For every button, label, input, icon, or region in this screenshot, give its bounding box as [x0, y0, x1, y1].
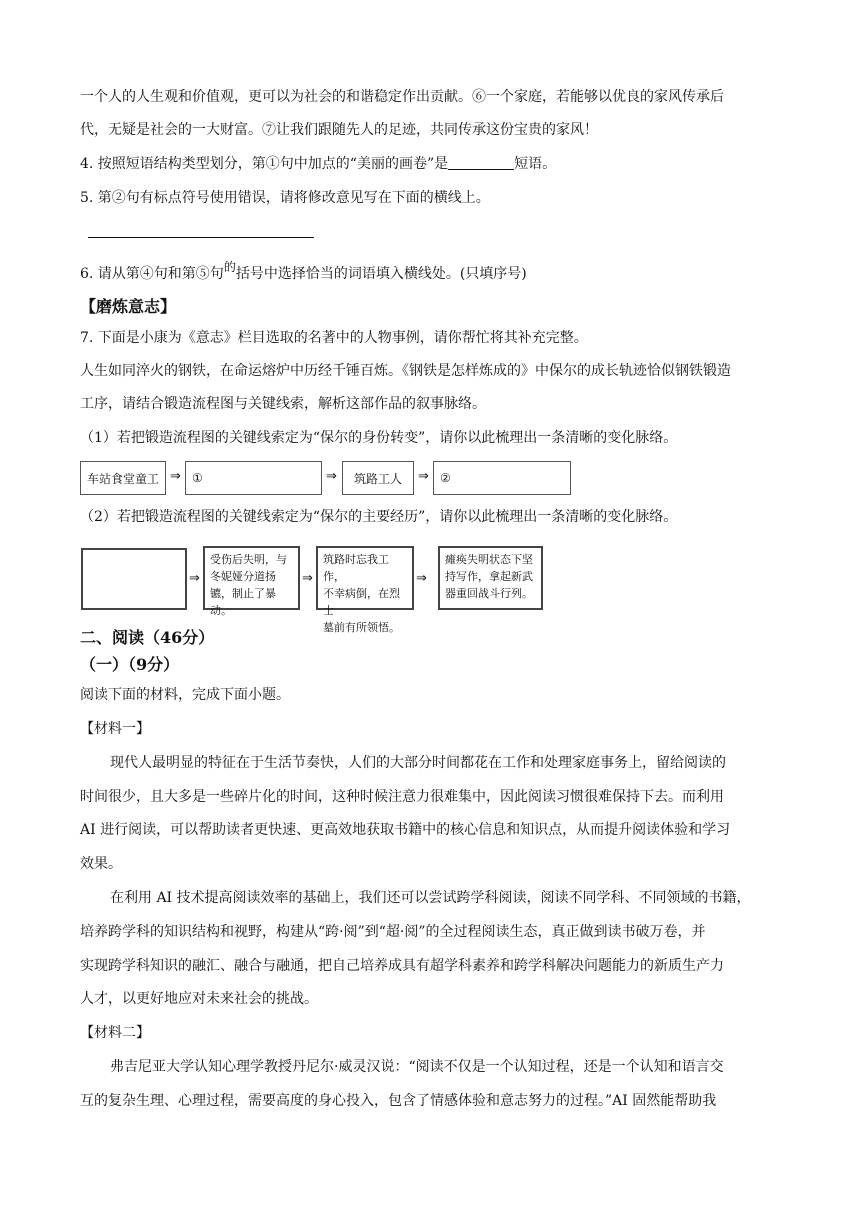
text-line: 一个人的人生观和价值观，更可以为社会的和谐稳定作出贡献。⑥一个家庭，若能够以优良的家风传承后	[80, 89, 724, 105]
question-6-text: 6. 请从第④句和第⑤句	[80, 266, 224, 282]
question-5: 5. 第②句有标点符号使用错误，请将修改意见写在下面的横线上。	[80, 190, 490, 206]
question-6-note: 的	[223, 260, 236, 274]
section-title: 二、阅读（46分）	[80, 628, 215, 647]
flow-text: 受伤后失明，与	[210, 553, 287, 566]
text-line: 代，无疑是社会的一大财富。⑦让我们跟随先人的足迹，共同传承这份宝贵的家风！	[80, 122, 598, 138]
flow1-box-start: 车站食堂童工	[80, 461, 166, 495]
flow-text: 筑路时忘我工作，	[323, 553, 389, 583]
question-4-suffix: 短语。	[514, 156, 557, 172]
text-line: AI 进行阅读，可以帮助读者更快速、更高效地获取书籍中的核心信息和知识点，从而提升阅读体验和学习	[80, 822, 731, 838]
text-line: 人生如同淬火的钢铁，在命运熔炉中历经千锤百炼。《钢铁是怎样炼成的》中保尔的成长轨迹恰似钢铁锻造	[80, 363, 731, 379]
subsection-title: （一）（9分）	[80, 655, 180, 674]
sub-question-2: （2）若把锻造流程图的关键线索定为“保尔的主要经历”，请你以此梳理出一条清晰的变化脉络。	[80, 509, 678, 525]
question-4-text: 4. 按照短语结构类型划分，第①句中加点的“美丽的画卷”是	[80, 156, 449, 172]
flow-arrow: ⇒	[416, 571, 427, 586]
text-line: 效果。	[80, 856, 122, 872]
question-4	[80, 154, 556, 174]
text-line: 工序，请结合锻造流程图与关键线索，解析这部作品的叙事脉络。	[80, 396, 486, 412]
flow-text: 不幸病倒，在烈士	[323, 587, 400, 617]
flow-arrow: ⇒	[170, 469, 181, 484]
material-label: 【材料一】	[80, 721, 150, 737]
flow1-box-blank-2: ②	[433, 461, 571, 495]
flow2-box-blank	[81, 548, 187, 610]
question-7: 7. 下面是小康为《意志》栏目选取的名著中的人物事例，请你帮忙将其补充完整。	[80, 330, 588, 346]
flow1-box-blank-1: ①	[185, 461, 322, 495]
flow2-box-injury	[203, 546, 300, 617]
flow-arrow: ⇒	[326, 469, 337, 484]
text-line: 互的复杂生理、心理过程，需要高度的身心投入，包含了情感体验和意志努力的过程。”AI 固然能帮助我	[80, 1093, 717, 1109]
flow-arrow: ⇒	[189, 571, 200, 586]
flow-text: 冬妮娅分道扬	[210, 570, 276, 583]
flow-text: 器重回战斗行列。	[445, 587, 533, 600]
text-line: 在利用 AI 技术提高阅读效率的基础上，我们还可以尝试跨学科阅读，阅读不同学科、不同领域的书籍，	[110, 890, 751, 906]
flow-text: 瘫痪失明状态下坚	[445, 553, 533, 566]
flow1-box-worker: 筑路工人	[342, 461, 414, 495]
section-heading: 【磨炼意志】	[80, 297, 177, 316]
flow2-box-writing	[438, 546, 543, 610]
question-6	[80, 260, 527, 284]
answer-blank	[448, 155, 514, 170]
flow-arrow: ⇒	[302, 571, 313, 586]
text-line: 弗吉尼亚大学认知心理学教授丹尼尔·威灵汉说：“阅读不仅是一个认知过程，还是一个认知和语言交	[110, 1059, 724, 1075]
flow-text: 墓前有所领悟。	[323, 621, 400, 634]
flow-arrow: ⇒	[418, 469, 429, 484]
text-line: 人才，以更好地应对未来社会的挑战。	[80, 991, 318, 1007]
text-line: 时间很少，且大多是一些碎片化的时间，这种时候注意力很难集中，因此阅读习惯很难保持下去。而利用	[80, 789, 724, 805]
answer-line	[88, 237, 314, 238]
flow-text: 持写作，拿起新武	[445, 570, 533, 583]
text-line: 实现跨学科知识的融汇、融合与融通，把自己培养成具有超学科素养和跨学科解决问题能力的新质生产力	[80, 958, 724, 974]
sub-question-1: （1）若把锻造流程图的关键线索定为“保尔的身份转变”，请你以此梳理出一条清晰的变化脉络。	[80, 430, 678, 446]
material-label: 【材料二】	[80, 1025, 150, 1041]
instruction: 阅读下面的材料，完成下面小题。	[80, 687, 290, 703]
text-line: 现代人最明显的特征在于生活节奏快，人们的大部分时间都花在工作和处理家庭事务上，留给阅读的	[110, 755, 726, 771]
question-6-text-rest: 括号中选择恰当的词语填入横线处。(只填序号)	[235, 266, 527, 282]
flow2-box-road	[316, 546, 414, 634]
text-line: 培养跨学科的知识结构和视野，构建从“跨·阅”到“超·阅”的全过程阅读生态，真正做到读书破万卷，并	[80, 924, 706, 940]
flow-text: 镳，制止了暴动。	[210, 587, 276, 617]
